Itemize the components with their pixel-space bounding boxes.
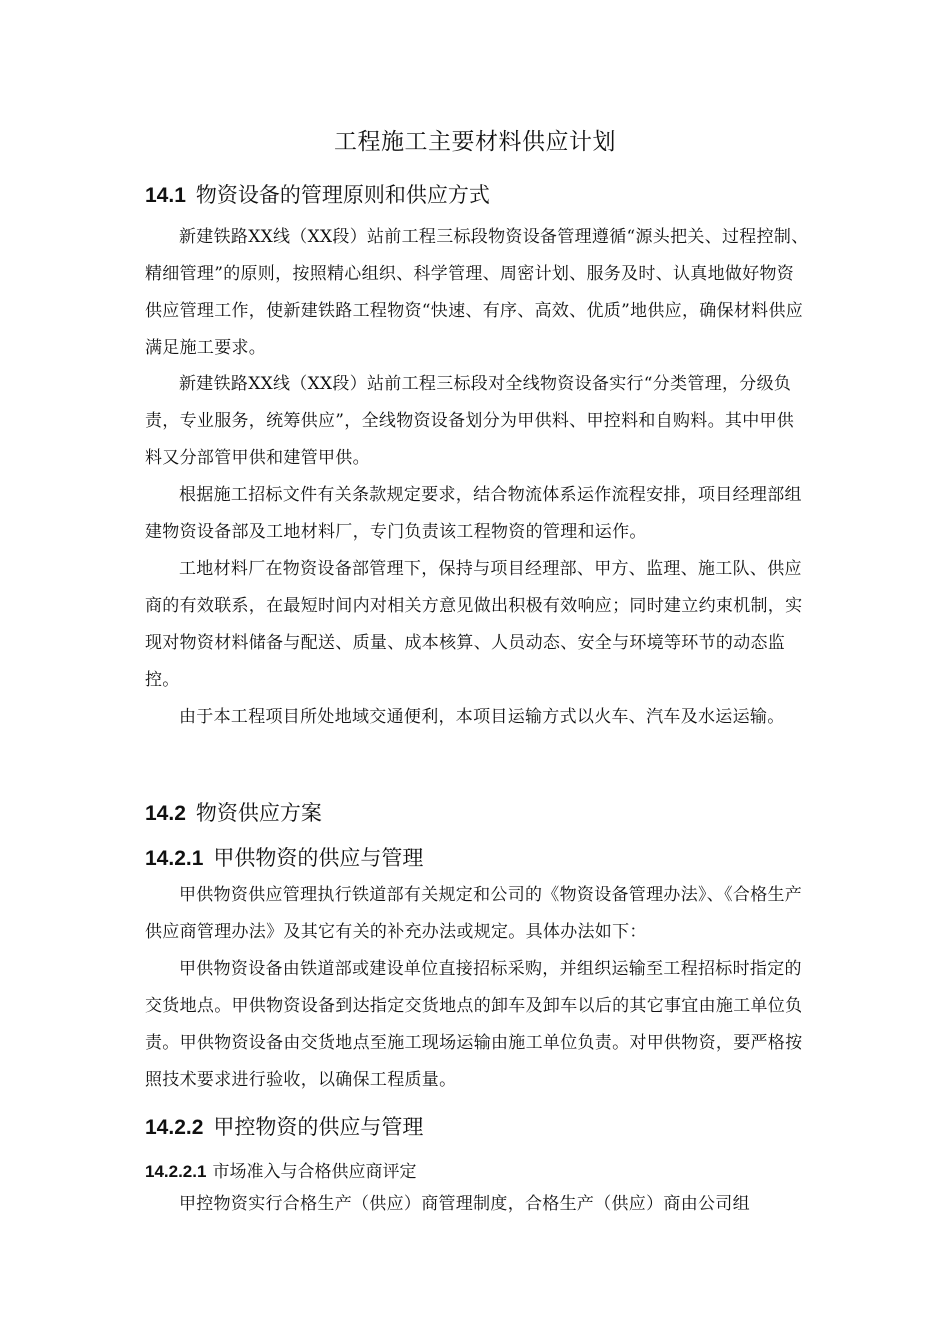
section-title: 物资供应方案	[195, 801, 322, 825]
section-title: 甲控物资的供应与管理	[213, 1115, 424, 1139]
paragraph: 新建铁路XX线（XX段）站前工程三标段对全线物资设备实行“分类管理，分级负责，专业服务，统筹供应”，全线物资设备划分为甲供料、甲控料和自购料。其中甲供料又分部管甲供和建管甲供。	[145, 374, 795, 468]
section-title: 甲供物资的供应与管理	[213, 846, 424, 870]
paragraph: 甲控物资实行合格生产（供应）商管理制度，合格生产（供应）商由公司组	[179, 1194, 750, 1214]
section-heading-14-2	[145, 798, 322, 829]
document-title: 工程施工主要材料供应计划	[334, 129, 616, 155]
paragraph: 由于本工程项目所处地域交通便利，本项目运输方式以火车、汽车及水运运输。	[179, 707, 785, 727]
section-number: 14.1	[145, 184, 186, 207]
section-title: 市场准入与合格供应商评定	[212, 1162, 417, 1182]
paragraph: 甲供物资设备由铁道部或建设单位直接招标采购，并组织运输至工程招标时指定的交货地点。甲供物资设备到达指定交货地点的卸车及卸车以后的其它事宜由施工单位负责。甲供物资设备由交货地点至施工现场运输由施工单位负责。对甲供物资，要严格按照技术要求进行验收，以确保工程质量。	[145, 959, 803, 1090]
paragraph: 工地材料厂在物资设备部管理下，保持与项目经理部、甲方、监理、施工队、供应商的有效联系，在最短时间内对相关方意见做出积极有效响应；同时建立约束机制，实现对物资材料储备与配送、质量、成本核算、人员动态、安全与环境等环节的动态监控。	[145, 559, 803, 690]
paragraph: 新建铁路XX线（XX段）站前工程三标段物资设备管理遵循“源头把关、过程控制、精细管理”的原则，按照精心组织、科学管理、周密计划、服务及时、认真地做好物资供应管理工作，使新建铁路工程物资“快速、有序、高效、优质”地供应，确保材料供应满足施工要求。	[145, 227, 809, 358]
section-heading-14-2-2-1	[145, 1160, 416, 1184]
section-heading-14-2-1	[145, 843, 423, 874]
section-number: 14.2.2.1	[145, 1162, 207, 1181]
paragraph: 甲供物资供应管理执行铁道部有关规定和公司的《物资设备管理办法》、《合格生产供应商管理办法》及其它有关的补充办法或规定。具体办法如下：	[145, 885, 803, 942]
section-title: 物资设备的管理原则和供应方式	[195, 183, 490, 207]
section-number: 14.2.2	[145, 1116, 204, 1139]
section-heading-14-2-2	[145, 1112, 423, 1143]
section-number: 14.2	[145, 802, 186, 825]
section-heading-14-1	[145, 180, 490, 211]
section-number: 14.2.1	[145, 847, 204, 870]
paragraph: 根据施工招标文件有关条款规定要求，结合物流体系运作流程安排，项目经理部组建物资设备部及工地材料厂，专门负责该工程物资的管理和运作。	[145, 485, 802, 542]
